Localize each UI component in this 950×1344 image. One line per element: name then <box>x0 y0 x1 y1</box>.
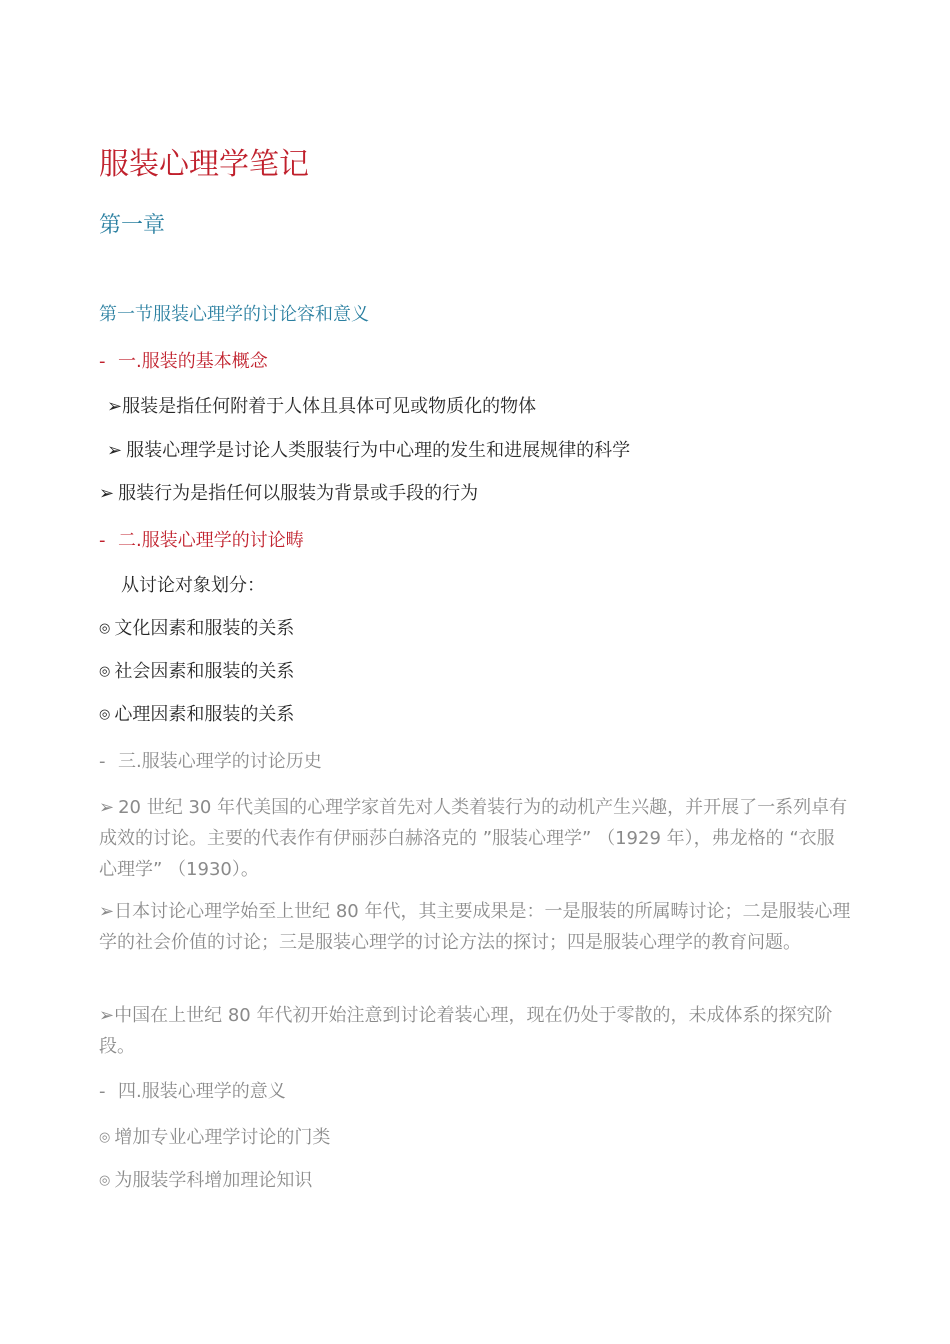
paragraph <box>99 1000 851 1062</box>
circle-bullet-icon: ◎ <box>99 1130 111 1145</box>
list-item <box>99 702 294 728</box>
part2-intro: 从讨论对象划分： <box>121 575 265 596</box>
list-item <box>99 481 478 507</box>
arrow-icon: ➢ <box>107 396 123 417</box>
arrow-icon: ➢ <box>107 440 123 461</box>
part2-heading <box>99 528 304 554</box>
part4-heading-text: 四.服装心理学的意义 <box>118 1081 286 1102</box>
part1-heading-text: 一.服装的基本概念 <box>118 351 268 372</box>
part4-heading <box>99 1079 286 1105</box>
dash-icon: - <box>99 351 106 372</box>
list-item-text: 文化因素和服装的关系 <box>114 618 295 639</box>
circle-bullet-icon: ◎ <box>99 707 111 722</box>
paragraph-text: 日本讨论心理学始至上世纪 80 年代，其主要成果是：一是服装的所属畴讨论；二是服装心理学的社会价值的讨论；三是服装心理学的讨论方法的探讨；四是服装心理学的教育问题。 <box>99 901 851 953</box>
arrow-icon: ➢ <box>99 797 115 818</box>
document-page <box>99 0 851 1344</box>
circle-bullet-icon: ◎ <box>99 1173 111 1188</box>
list-item-text: 服装行为是指任何以服装为背景或手段的行为 <box>118 483 479 504</box>
dash-icon: - <box>99 1081 106 1102</box>
document-title: 服装心理学笔记 <box>99 147 309 182</box>
circle-bullet-icon: ◎ <box>99 621 111 636</box>
paragraph <box>99 792 851 885</box>
arrow-icon: ➢ <box>99 901 115 922</box>
list-item <box>99 1125 330 1151</box>
part2-heading-text: 二.服装心理学的讨论畴 <box>118 530 304 551</box>
section-heading: 第一节服装心理学的讨论容和意义 <box>99 304 369 325</box>
list-item-text: 增加专业心理学讨论的门类 <box>114 1127 331 1148</box>
circle-bullet-icon: ◎ <box>99 664 111 679</box>
paragraph-text: 中国在上世纪 80 年代初开始注意到讨论着装心理，现在仍处于零散的，未成体系的探究阶段。 <box>99 1005 833 1057</box>
arrow-icon: ➢ <box>99 1005 115 1026</box>
paragraph <box>99 896 851 958</box>
list-item <box>99 616 294 642</box>
part3-heading-text: 三.服装心理学的讨论历史 <box>118 751 322 772</box>
paragraph-text: 20 世纪 30 年代美国的心理学家首先对人类着装行为的动机产生兴趣，并开展了一系列卓有成效的讨论。主要的代表作有伊丽莎白赫洛克的 ”服装心理学” （1929 年），弗龙格的 “衣服心理学” （1930）。 <box>99 797 848 880</box>
dash-icon: - <box>99 751 106 772</box>
dash-icon: - <box>99 530 106 551</box>
part1-heading <box>99 349 268 375</box>
list-item <box>107 438 630 464</box>
list-item-text: 为服装学科增加理论知识 <box>114 1170 313 1191</box>
arrow-icon: ➢ <box>99 483 115 504</box>
list-item-text: 心理因素和服装的关系 <box>114 704 295 725</box>
part3-heading <box>99 749 322 775</box>
list-item-text: 社会因素和服装的关系 <box>114 661 295 682</box>
chapter-heading: 第一章 <box>99 213 166 238</box>
list-item-text: 服装心理学是讨论人类服装行为中心理的发生和进展规律的科学 <box>126 440 631 461</box>
list-item <box>107 394 536 420</box>
list-item <box>99 1168 312 1194</box>
list-item <box>99 659 294 685</box>
list-item-text: 服装是指任何附着于人体且具体可见或物质化的物体 <box>122 396 537 417</box>
